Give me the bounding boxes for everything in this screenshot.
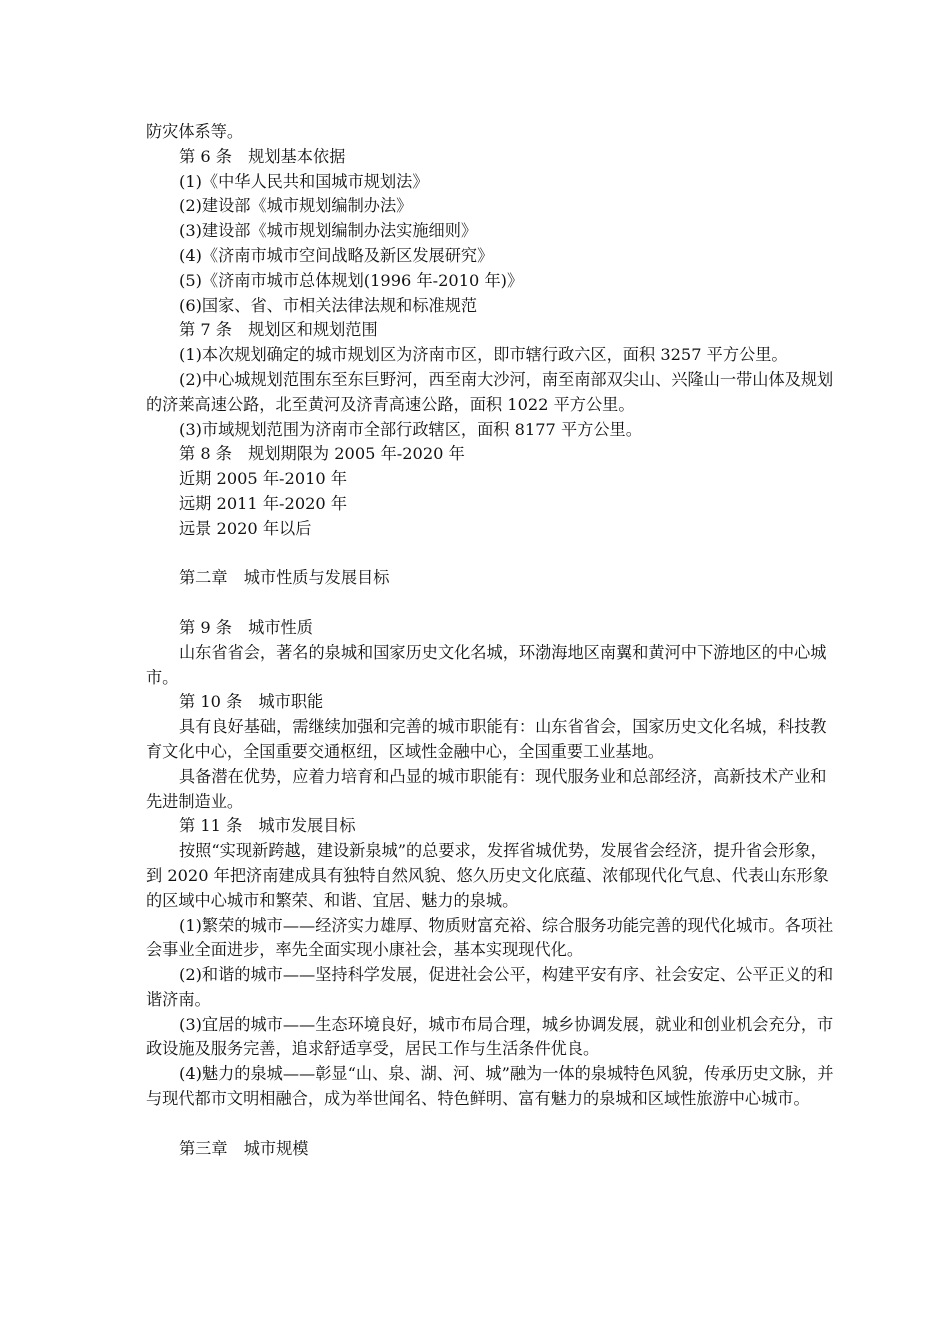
article-10-heading: 第 10 条 城市职能	[179, 692, 324, 712]
city-nature-paragraph: 山东省省会，著名的泉城和国家历史文化名城，环渤海地区南翼和黄河中下游地区的中心城市。	[146, 642, 827, 687]
article-11-heading: 第 11 条 城市发展目标	[179, 816, 356, 836]
spacer	[146, 1112, 836, 1137]
basis-item-4: (4)《济南市城市空间战略及新区发展研究》	[179, 245, 494, 265]
scope-item-1: (1)本次规划确定的城市规划区为济南市区，即市辖行政六区，面积 3257 平方公里。	[179, 345, 788, 365]
spacer	[146, 542, 836, 567]
basis-item-1: (1)《中华人民共和国城市规划法》	[179, 171, 429, 191]
scope-item-2: (2)中心城规划范围东至东巨野河，西至南大沙河，南至南部双尖山、兴隆山一带山体及规划的济莱高速公路，北至黄河及济青高速公路，面积 1022 平方公里。	[146, 369, 834, 414]
goal-item-1: (1)繁荣的城市——经济实力雄厚、物质财富充裕、综合服务功能完善的现代化城市。各项社会事业全面进步，率先全面实现小康社会，基本实现现代化。	[146, 915, 834, 960]
spacer	[146, 591, 836, 616]
functions-existing-paragraph: 具有良好基础，需继续加强和完善的城市职能有：山东省省会，国家历史文化名城，科技教育文化中心，全国重要交通枢纽，区域性金融中心，全国重要工业基地。	[146, 717, 827, 761]
document-body	[146, 120, 836, 1161]
chapter-3-heading: 第三章 城市规模	[179, 1138, 309, 1158]
goal-item-4: (4)魅力的泉城——彰显“山、泉、湖、河、城”融为一体的泉城特色风貌，传承历史文脉，并与现代都市文明相融合，成为举世闻名、特色鲜明、富有魅力的泉城和区域性旅游中心城市。	[146, 1064, 834, 1109]
article-9-heading: 第 9 条 城市性质	[179, 617, 313, 637]
article-6-heading: 第 6 条 规划基本依据	[179, 146, 346, 166]
goals-overview-paragraph: 按照“实现新跨越，建设新泉城”的总要求，发挥省城优势，发展省会经济，提升省会形象，到 2020 年把济南建成具有独特自然风貌、悠久历史文化底蕴、浓郁现代化气息、代表山东形象的区域中心城市和繁荣、和谐、宜居、魅力的泉城。	[146, 841, 829, 910]
goal-item-2: (2)和谐的城市——坚持科学发展，促进社会公平，构建平安有序、社会安定、公平正义的和谐济南。	[146, 965, 834, 1009]
article-7-heading: 第 7 条 规划区和规划范围	[179, 320, 378, 340]
chapter-2-heading: 第二章 城市性质与发展目标	[179, 568, 390, 588]
period-long-term: 远期 2011 年-2020 年	[179, 493, 348, 513]
paragraph-continuation: 防灾体系等。	[146, 122, 244, 141]
period-near-term: 近期 2005 年-2010 年	[179, 469, 348, 489]
basis-item-6: (6)国家、省、市相关法律法规和标准规范	[179, 295, 478, 315]
basis-item-2: (2)建设部《城市规划编制办法》	[179, 196, 413, 216]
basis-item-3: (3)建设部《城市规划编制办法实施细则》	[179, 221, 478, 241]
goal-item-3: (3)宜居的城市——生态环境良好，城市布局合理，城乡协调发展，就业和创业机会充分，市政设施及服务完善，追求舒适享受，居民工作与生活条件优良。	[146, 1014, 834, 1059]
scope-item-3: (3)市域规划范围为济南市全部行政辖区，面积 8177 平方公里。	[179, 419, 642, 439]
period-vision: 远景 2020 年以后	[179, 518, 312, 538]
basis-item-5: (5)《济南市城市总体规划(1996 年-2010 年)》	[179, 270, 524, 290]
article-8-heading: 第 8 条 规划期限为 2005 年-2020 年	[179, 444, 465, 464]
functions-potential-paragraph: 具备潜在优势，应着力培育和凸显的城市职能有：现代服务业和总部经济，高新技术产业和先进制造业。	[146, 766, 827, 811]
